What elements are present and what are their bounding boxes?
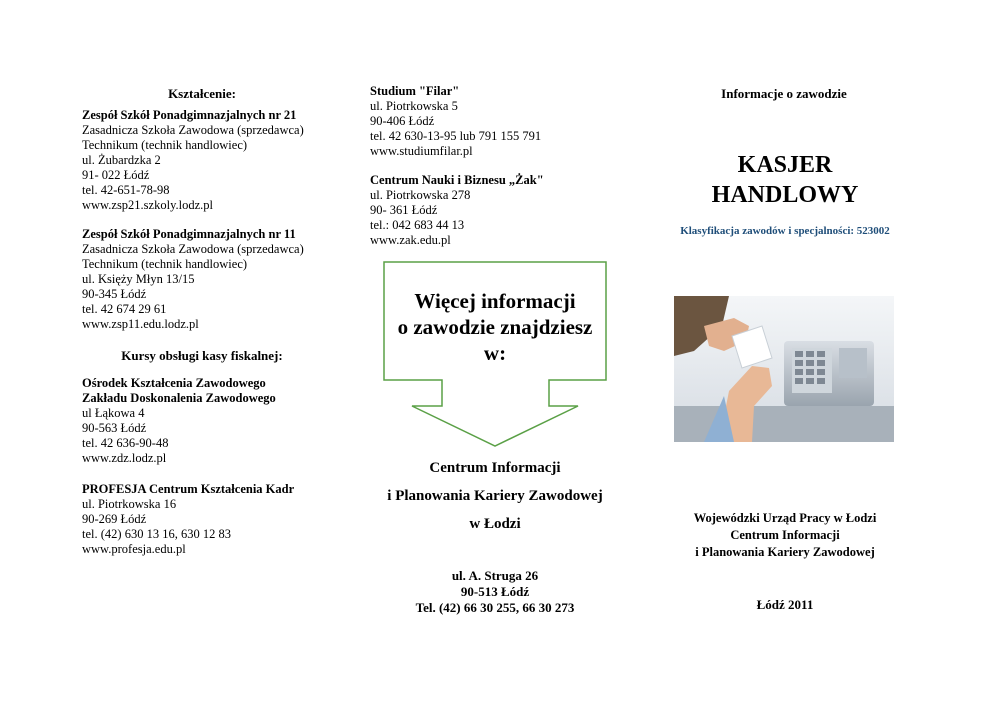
courses-heading: Kursy obsługi kasy fiskalnej: [121,348,283,363]
school-line: ul. Księży Młyn 13/15 [82,272,195,286]
course-line: tel. 42 636-90-48 [82,436,169,450]
studio-line: www.studiumfilar.pl [370,144,473,158]
center-name-line: i Planowania Kariery Zawodowej [387,488,603,504]
course-line: www.profesja.edu.pl [82,542,186,556]
studio-entry [370,84,541,159]
course-line: tel. (42) 630 13 16, 630 12 83 [82,527,231,541]
studio-line: 90- 361 Łódź [370,203,438,217]
studio-name: Centrum Nauki i Biznesu „Żak" [370,173,544,187]
issuer-line: Wojewódzki Urząd Pracy w Łodzi [693,511,877,525]
studio-name: Studium "Filar" [370,84,460,98]
issuer [660,510,910,561]
course-line: ul. Piotrkowska 16 [82,497,177,511]
course-line: 90-269 Łódź [82,512,147,526]
profession-heading: Informacje o zawodzie [721,86,847,101]
center-name-line: w Łodzi [469,516,521,532]
school-entry [82,108,304,213]
studio-line: ul. Piotrkowska 278 [370,188,471,202]
arrow-text-line: Więcej informacji [414,289,576,313]
school-line: www.zsp21.szkoly.lodz.pl [82,198,213,212]
cashier-photo [674,296,894,442]
title-line: KASJER [737,152,833,178]
course-name: Ośrodek Kształcenia Zawodowego [82,376,266,390]
studio-line: tel. 42 630-13-95 lub 791 155 791 [370,129,542,143]
course-entry [82,482,294,557]
school-name: Zespół Szkół Ponadgimnazjalnych nr 11 [82,227,296,241]
school-line: Technikum (technik handlowiec) [82,138,248,152]
cashier-photo-icon [674,296,894,442]
school-line: Technikum (technik handlowiec) [82,257,248,271]
school-entry [82,227,304,332]
center-address [380,568,610,616]
place-year: Łódź 2011 [756,597,814,612]
school-line: Zasadnicza Szkoła Zawodowa (sprzedawca) [82,242,304,256]
address-line: Tel. (42) 66 30 255, 66 30 273 [415,600,575,615]
address-line: ul. A. Struga 26 [451,568,539,583]
school-line: tel. 42-651-78-98 [82,183,170,197]
school-line: 90-345 Łódź [82,287,147,301]
arrow-text-line: w: [483,341,507,365]
school-line: ul. Żubardzka 2 [82,153,161,167]
arrow-callout-text [382,288,608,366]
course-line: ul Łąkowa 4 [82,406,145,420]
school-line: tel. 42 674 29 61 [82,302,167,316]
profession-title [660,150,910,210]
course-entry [82,376,276,466]
center-name-line: Centrum Informacji [429,460,561,476]
title-line: HANDLOWY [711,182,859,208]
issuer-line: i Planowania Kariery Zawodowej [695,545,875,559]
issuer-line: Centrum Informacji [730,528,840,542]
arrow-text-line: o zawodzie znajdziesz [397,315,593,339]
address-line: 90-513 Łódź [460,584,530,599]
school-line: Zasadnicza Szkoła Zawodowa (sprzedawca) [82,123,304,137]
course-name: PROFESJA Centrum Kształcenia Kadr [82,482,295,496]
classification-code: Klasyfikacja zawodów i specjalności: 523002 [680,225,890,237]
arrow-callout [382,260,608,450]
course-line: www.zdz.lodz.pl [82,451,167,465]
studio-line: ul. Piotrkowska 5 [370,99,458,113]
course-name: Zakładu Doskonalenia Zawodowego [82,391,276,405]
studio-entry [370,173,544,248]
school-line: 91- 022 Łódź [82,168,150,182]
studio-line: 90-406 Łódź [370,114,435,128]
education-heading: Kształcenie: [168,86,236,101]
studio-line: www.zak.edu.pl [370,233,451,247]
school-line: www.zsp11.edu.lodz.pl [82,317,199,331]
studio-line: tel.: 042 683 44 13 [370,218,465,232]
school-name: Zespół Szkół Ponadgimnazjalnych nr 21 [82,108,297,122]
course-line: 90-563 Łódź [82,421,147,435]
center-name [360,454,630,538]
